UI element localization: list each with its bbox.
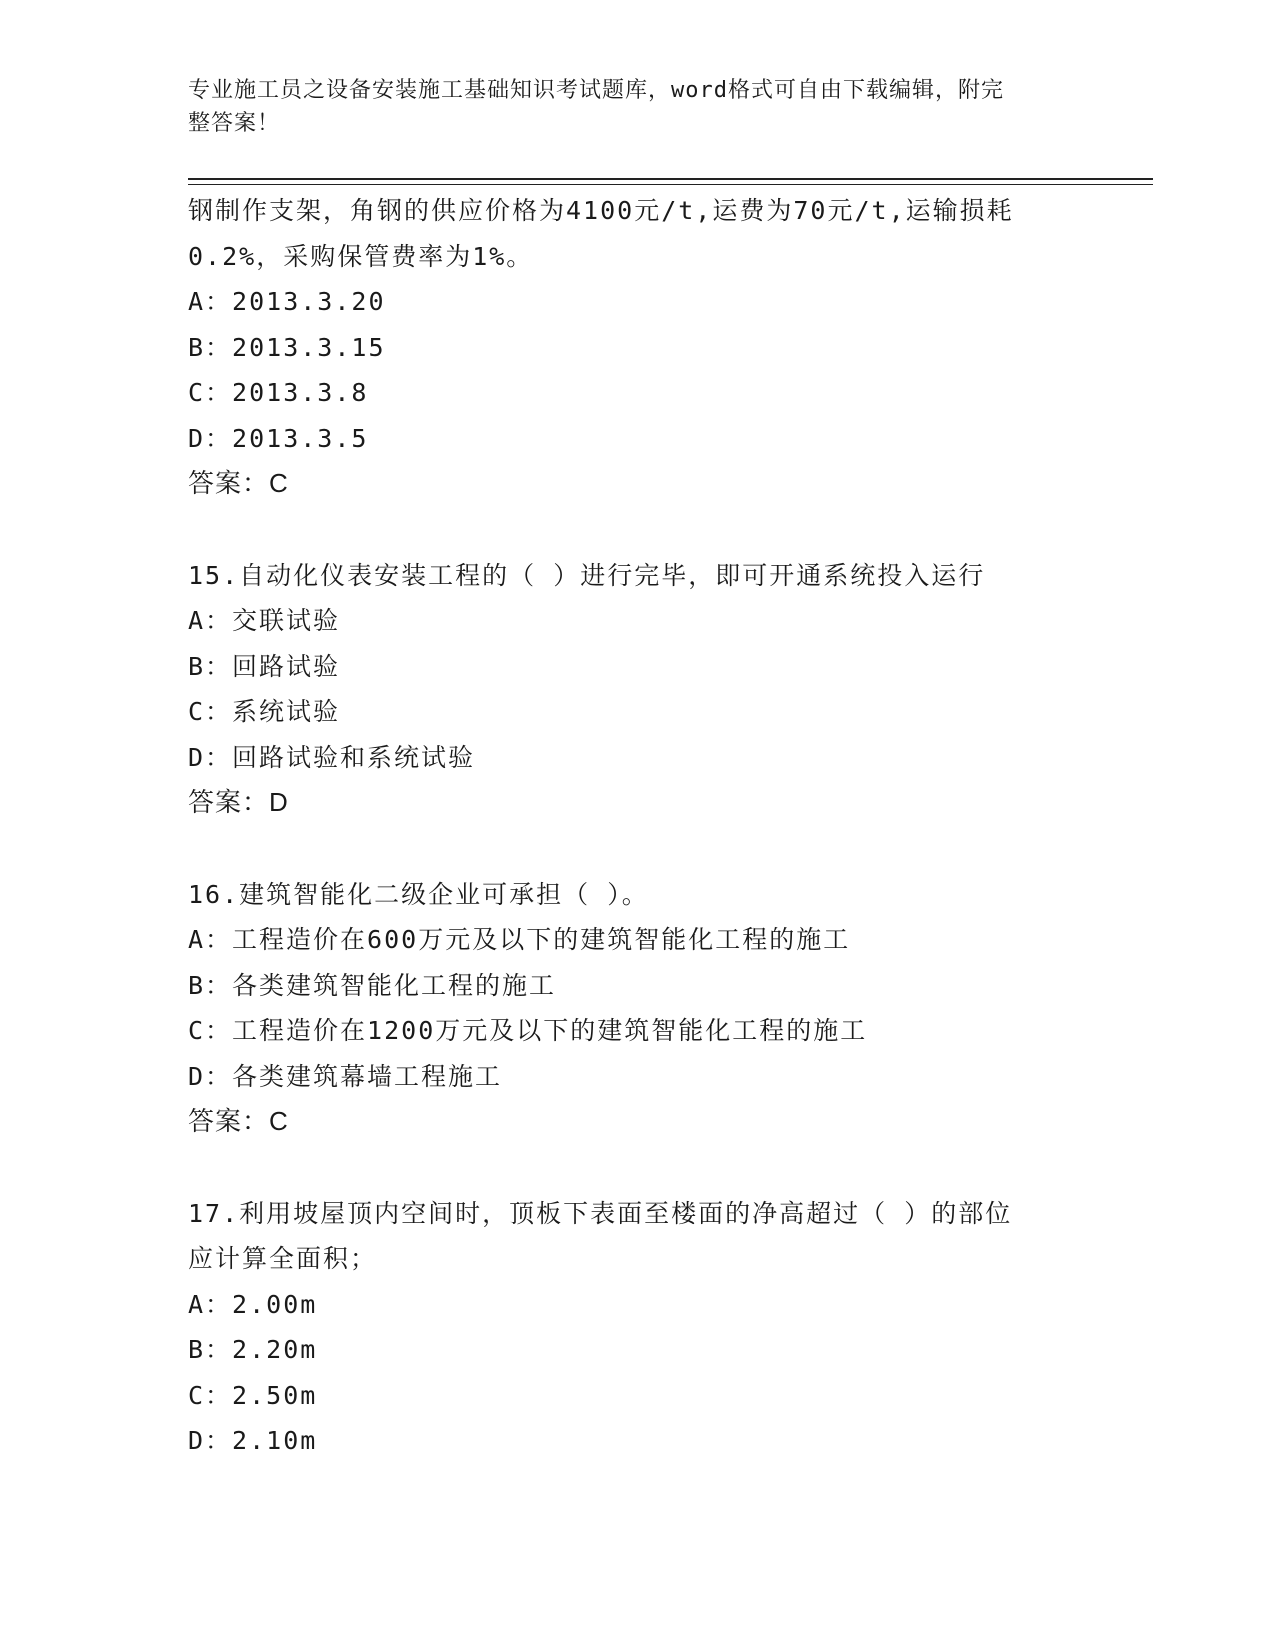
option-a: A：工程造价在600万元及以下的建筑智能化工程的施工	[188, 925, 851, 954]
option-b: B：回路试验	[188, 651, 341, 681]
option-c: C：工程造价在1200万元及以下的建筑智能化工程的施工	[188, 1016, 868, 1045]
option-d: D：回路试验和系统试验	[188, 742, 476, 772]
header-divider-thick	[188, 178, 1153, 180]
question-text-line: 17.利用坡屋顶内空间时，顶板下表面至楼面的净高超过（ ）的部位	[188, 1198, 1013, 1228]
question-spacer	[188, 826, 1068, 872]
question-content	[188, 188, 1068, 1464]
question-text-line: 应计算全面积；	[188, 1244, 378, 1273]
answer-line: 答案：D	[188, 787, 289, 817]
option-a: A：2013.3.20	[188, 287, 386, 316]
document-header	[188, 74, 1068, 140]
question-spacer	[188, 1145, 1068, 1191]
question-continued	[188, 188, 1068, 507]
question-spacer	[188, 507, 1068, 553]
option-d: D：各类建筑幕墙工程施工	[188, 1061, 503, 1091]
question-16	[188, 872, 1068, 1145]
option-b: B：2.20m	[188, 1335, 318, 1364]
option-a: A：2.00m	[188, 1289, 318, 1319]
question-text-line: 15.自动化仪表安装工程的（ ）进行完毕，即可开通系统投入运行	[188, 560, 986, 590]
option-a: A：交联试验	[188, 606, 341, 635]
option-c: C：系统试验	[188, 697, 341, 726]
option-c: C：2013.3.8	[188, 378, 369, 407]
header-line-1: 专业施工员之设备安装施工基础知识考试题库，word格式可自由下载编辑，附完	[188, 78, 1004, 103]
answer-line: 答案：C	[188, 1106, 289, 1136]
question-text-line: 0.2%，采购保管费率为1%。	[188, 241, 534, 271]
option-b: B：各类建筑智能化工程的施工	[188, 970, 557, 1000]
header-divider-thin	[188, 184, 1153, 185]
option-c: C：2.50m	[188, 1380, 318, 1410]
question-17	[188, 1191, 1068, 1464]
question-text-line: 16.建筑智能化二级企业可承担（ ）。	[188, 879, 649, 909]
answer-line: 答案：C	[188, 468, 289, 498]
option-d: D：2.10m	[188, 1426, 318, 1455]
question-text-line: 钢制作支架，角钢的供应价格为4100元/t,运费为70元/t,运输损耗	[188, 196, 1014, 225]
question-15	[188, 553, 1068, 826]
option-b: B：2013.3.15	[188, 332, 386, 362]
option-d: D：2013.3.5	[188, 423, 369, 453]
header-line-2: 整答案！	[188, 111, 281, 136]
